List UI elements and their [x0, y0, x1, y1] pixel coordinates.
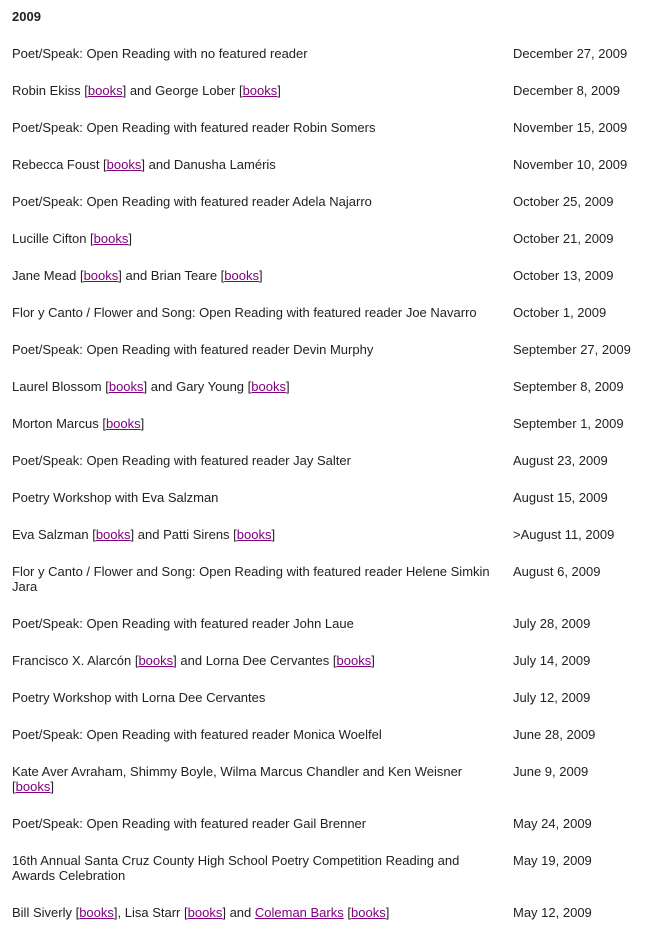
event-title	[12, 853, 500, 883]
event-text: Kate Aver Avraham, Shimmy Boyle, Wilma Marcus Chandler and Ken Weisner	[12, 764, 463, 779]
event-title	[12, 194, 500, 209]
bracket: ]	[222, 905, 226, 920]
bracket: ]	[285, 379, 290, 394]
event-text: 16th Annual Santa Cruz County High School Poetry Competition Reading and Awards Celebration	[12, 853, 460, 883]
books-link[interactable]: books	[351, 905, 386, 920]
books-link[interactable]: books	[15, 779, 51, 794]
event-date: November 15, 2009	[513, 120, 628, 135]
event-text: Rebecca Foust	[12, 157, 104, 172]
bracket: ]	[143, 379, 148, 394]
event-title	[12, 764, 500, 794]
event-title	[12, 416, 500, 431]
event-text: Bill Siverly	[12, 905, 76, 920]
event-date: July 28, 2009	[513, 616, 591, 631]
bracket: ]	[118, 268, 122, 283]
event-title	[12, 46, 500, 61]
event-date: May 12, 2009	[513, 905, 592, 920]
event-date: October 21, 2009	[513, 231, 614, 246]
bracket: [	[12, 779, 16, 794]
event-text: and Patti Sirens	[134, 527, 234, 542]
event-date: August 15, 2009	[513, 490, 608, 505]
event-text: Poetry Workshop with Eva Salzman	[12, 490, 219, 505]
books-link[interactable]: books	[242, 83, 278, 98]
event-title	[12, 653, 500, 668]
event-date: May 24, 2009	[513, 816, 592, 831]
event-title	[12, 231, 500, 246]
event-title	[12, 268, 500, 283]
event-text: Poet/Speak: Open Reading with featured reader Jay Salter	[12, 453, 351, 468]
event-date: September 27, 2009	[513, 342, 631, 357]
event-date: September 8, 2009	[513, 379, 624, 394]
event-title	[12, 727, 500, 742]
event-text: and	[225, 905, 255, 920]
event-text: Eva Salzman	[12, 527, 93, 542]
event-text: Poet/Speak: Open Reading with featured reader Robin Somers	[12, 120, 376, 135]
bracket: [	[238, 83, 243, 98]
year-heading: 2009	[12, 9, 41, 24]
books-link[interactable]: books	[336, 653, 372, 668]
event-title	[12, 83, 500, 98]
event-text: Lucille Cifton	[12, 231, 91, 246]
bracket: ]	[50, 779, 54, 794]
books-link[interactable]: books	[138, 653, 174, 668]
books-link[interactable]: books	[93, 231, 129, 246]
event-text: Poet/Speak: Open Reading with featured reader Devin Murphy	[12, 342, 374, 357]
books-link[interactable]: books	[187, 905, 223, 920]
event-text: Flor y Canto / Flower and Song: Open Reading with featured reader Helene Simkin Jara	[12, 564, 490, 594]
event-text: and Gary Young	[147, 379, 248, 394]
event-title	[12, 616, 500, 631]
event-date: June 28, 2009	[513, 727, 596, 742]
bracket: ]	[173, 653, 177, 668]
bracket: ]	[113, 905, 118, 920]
bracket: [	[233, 527, 237, 542]
bracket: [	[103, 157, 107, 172]
event-date: August 23, 2009	[513, 453, 608, 468]
event-date: >August 11, 2009	[513, 527, 615, 542]
event-text: Morton Marcus	[12, 416, 103, 431]
event-date: July 14, 2009	[513, 653, 591, 668]
books-link[interactable]: books	[83, 268, 119, 283]
bracket: ]	[259, 268, 263, 283]
event-title	[12, 527, 500, 542]
books-link[interactable]: books	[79, 905, 114, 920]
bracket: [	[220, 268, 225, 283]
bracket: ]	[277, 83, 281, 98]
event-title	[12, 816, 500, 831]
poet-name-link[interactable]: Coleman Barks	[254, 905, 344, 920]
event-title	[12, 490, 500, 505]
bracket: [	[90, 231, 94, 246]
books-link[interactable]: books	[95, 527, 131, 542]
books-link[interactable]: books	[105, 416, 141, 431]
books-link[interactable]: books	[106, 157, 142, 172]
event-text: Poet/Speak: Open Reading with featured reader Gail Brenner	[12, 816, 367, 831]
event-date: June 9, 2009	[513, 764, 589, 779]
bracket: [	[75, 905, 80, 920]
event-text: Robin Ekiss	[12, 83, 85, 98]
event-text: and Lorna Dee Cervantes	[176, 653, 333, 668]
event-date: October 13, 2009	[513, 268, 614, 283]
bracket: ]	[140, 416, 145, 431]
bracket: [	[92, 527, 96, 542]
books-link[interactable]: books	[251, 379, 286, 394]
event-title	[12, 342, 500, 357]
event-date: August 6, 2009	[513, 564, 601, 579]
event-title	[12, 379, 500, 394]
event-title	[12, 120, 500, 135]
books-link[interactable]: books	[87, 83, 123, 98]
event-date: December 8, 2009	[513, 83, 620, 98]
bracket: [	[184, 905, 188, 920]
bracket: [	[347, 905, 351, 920]
event-date: December 27, 2009	[513, 46, 628, 61]
event-text: Jane Mead	[12, 268, 80, 283]
bracket: ]	[141, 157, 145, 172]
event-title	[12, 905, 500, 920]
bracket: [	[105, 379, 109, 394]
bracket: [	[134, 653, 139, 668]
event-title	[12, 453, 500, 468]
event-date: May 19, 2009	[513, 853, 592, 868]
bracket: [	[332, 653, 337, 668]
bracket: [	[84, 83, 88, 98]
event-text: Laurel Blossom	[12, 379, 106, 394]
event-text: Poet/Speak: Open Reading with featured reader Monica Woelfel	[12, 727, 382, 742]
event-text: , Lisa Starr	[117, 905, 184, 920]
event-text: and George Lober	[126, 83, 239, 98]
event-text: Francisco X. Alarcón	[12, 653, 135, 668]
bracket: ]	[122, 83, 127, 98]
event-title	[12, 690, 500, 705]
event-title	[12, 157, 500, 172]
event-date: November 10, 2009	[513, 157, 628, 172]
event-title	[12, 305, 500, 320]
event-text: Poet/Speak: Open Reading with no featured reader	[12, 46, 308, 61]
books-link[interactable]: books	[236, 527, 272, 542]
bracket: [	[102, 416, 106, 431]
books-link[interactable]: books	[224, 268, 259, 283]
event-date: October 25, 2009	[513, 194, 614, 209]
event-text: Poet/Speak: Open Reading with featured reader Adela Najarro	[12, 194, 372, 209]
bracket: ]	[385, 905, 390, 920]
event-date: October 1, 2009	[513, 305, 607, 320]
event-text: and Danusha Laméris	[145, 157, 276, 172]
event-date: September 1, 2009	[513, 416, 624, 431]
bracket: [	[79, 268, 84, 283]
event-text: Flor y Canto / Flower and Song: Open Reading with featured reader Joe Navarro	[12, 305, 477, 320]
bracket: ]	[130, 527, 135, 542]
bracket: [	[247, 379, 252, 394]
event-text: Poet/Speak: Open Reading with featured reader John Laue	[12, 616, 354, 631]
books-link[interactable]: books	[108, 379, 144, 394]
event-text: Poetry Workshop with Lorna Dee Cervantes	[12, 690, 266, 705]
event-title	[12, 564, 500, 594]
bracket: ]	[371, 653, 375, 668]
event-text: and Brian Teare	[121, 268, 221, 283]
bracket: ]	[128, 231, 132, 246]
bracket: ]	[271, 527, 276, 542]
event-date: July 12, 2009	[513, 690, 591, 705]
